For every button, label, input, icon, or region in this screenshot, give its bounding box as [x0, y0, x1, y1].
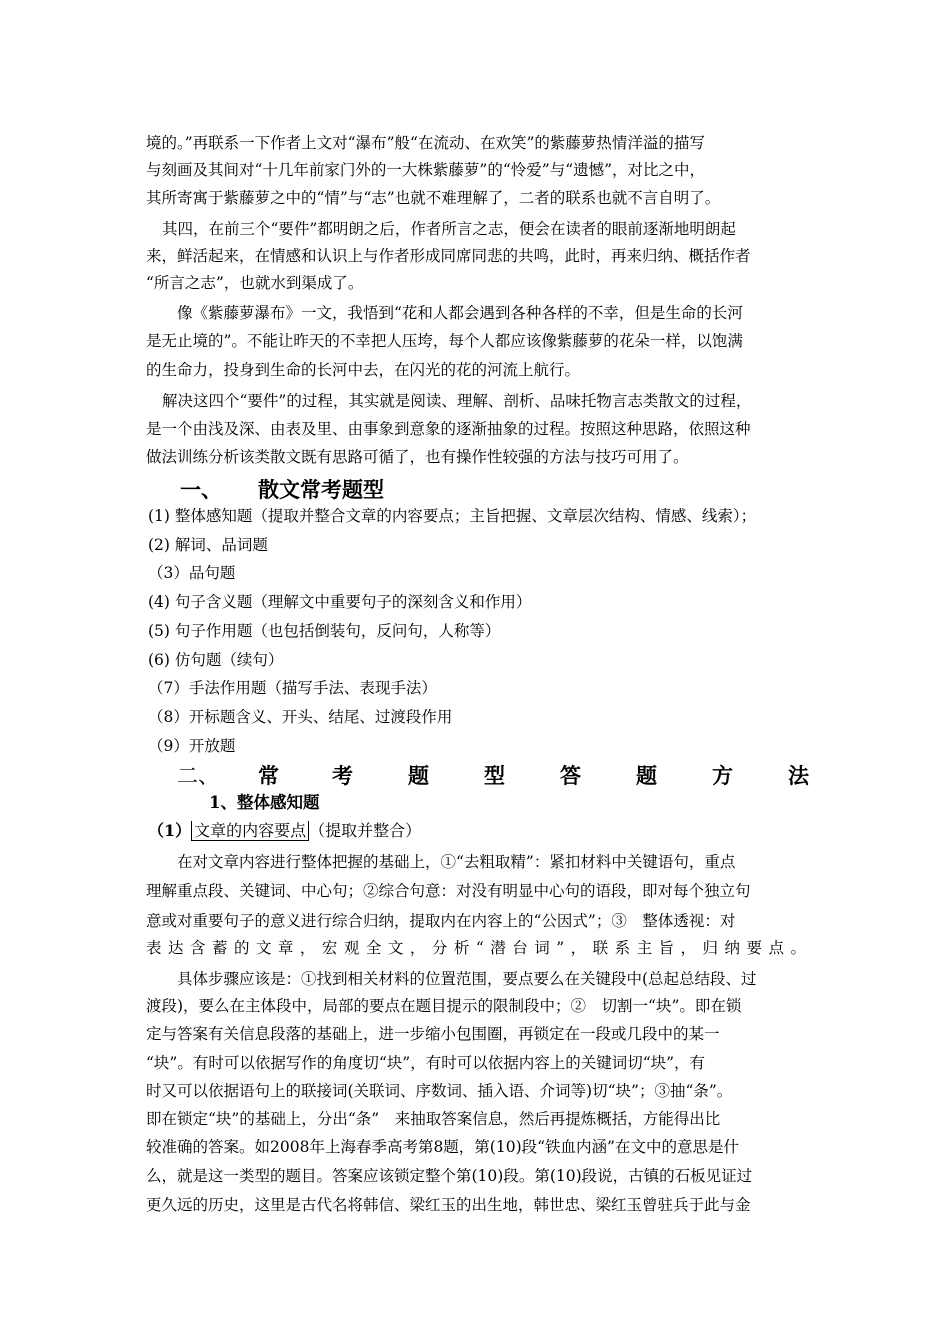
point-suffix: （提取并整合） — [309, 821, 422, 840]
point-number: （1） — [148, 821, 192, 840]
section-2-title-char: 题 — [408, 763, 429, 788]
sub-heading: 1、整体感知题 — [209, 793, 320, 812]
paragraph-line: 做法训练分析该类散文既有思路可循了，也有操作性较强的方法与技巧可用了。 — [146, 448, 689, 466]
paragraph-line: “块”。有时可以依据写作的角度切“块”，有时可以依据内容上的关键词切“块”，有 — [146, 1054, 706, 1072]
paragraph-line: 来，鲜活起来，在情感和认识上与作者形成同席同悲的共鸣，此时，再来归纳、概括作者 — [146, 247, 751, 265]
section-1-number: 一、 — [180, 477, 222, 502]
paragraph-line: 具体步骤应该是：①找到相关材料的位置范围，要点要么在关键段中(总起总结段、过 — [177, 970, 757, 988]
paragraph-line: 的生命力，投身到生命的长河中去，在闪光的花的河流上航行。 — [146, 361, 581, 379]
paragraph-line: 解决这四个“要件”的过程，其实就是阅读、理解、剖析、品味托物言志类散文的过程， — [162, 392, 752, 410]
paragraph-line: 定与答案有关信息段落的基础上，进一步缩小包围圈，再锁定在一段或几段中的某一 — [146, 1025, 720, 1043]
paragraph-line: 更久远的历史，这里是古代名将韩信、梁红玉的出生地，韩世忠、梁红玉曾驻兵于此与金 — [146, 1196, 751, 1214]
paragraph-line: 是一个由浅及深、由表及里、由事象到意象的逐渐抽象的过程。按照这种思路，依照这种 — [146, 420, 751, 438]
paragraph-line: 即在锁定“块”的基础上，分出“条” 来抽取答案信息，然后再提炼概括，方能得出比 — [146, 1110, 721, 1128]
paragraph-line: 么，就是这一类型的题目。答案应该锁定整个第(10)段。第(10)段说，古镇的石板见证过 — [146, 1167, 753, 1185]
section-2-title-char: 法 — [788, 763, 809, 788]
section-2-title-char: 型 — [484, 763, 505, 788]
paragraph-line: 与刻画及其间对“十几年前家门外的一大株紫藤萝”的“怜爱”与“遗憾”，对比之中， — [146, 161, 706, 179]
section-1-title: 散文常考题型 — [258, 477, 384, 502]
paragraph-line: 意或对重要句子的意义进行综合归纳，提取内在内容上的“公因式”；③ 整体透视：对 — [146, 912, 736, 930]
section-2-title-char: 题 — [636, 763, 657, 788]
paragraph-line: 较准确的答案。如2008年上海春季高考第8题，第(10)段“铁血内涵”在文中的意思是什 — [146, 1138, 739, 1156]
list-item: (4) 句子含义题（理解文中重要句子的深刻含义和作用） — [148, 593, 532, 611]
paragraph-line: “所言之志”，也就水到渠成了。 — [146, 274, 364, 292]
paragraph-line: 时又可以依据语句上的联接词(关联词、序数词、插入语、介词等)切“块”；③抽“条”。 — [146, 1082, 733, 1100]
section-2-number: 二、 — [177, 764, 219, 788]
section-2-title-char: 常 — [258, 763, 279, 788]
list-item: (2) 解词、品词题 — [148, 536, 268, 554]
list-item: (1) 整体感知题（提取并整合文章的内容要点；主旨把握、文章层次结构、情感、线索）； — [148, 507, 757, 525]
list-item: （3）品句题 — [148, 564, 236, 582]
list-item: （9）开放题 — [148, 737, 236, 755]
paragraph-line: 境的。”再联系一下作者上文对“瀑布”般“在流动、在欢笑”的紫藤萝热情洋溢的描写 — [146, 134, 705, 152]
paragraph-line: 表达含蓄的文章，宏观全文，分析“潜台词”，联系主旨，归纳要点。 — [146, 939, 806, 957]
list-item: (5) 句子作用题（也包括倒装句，反问句，人称等） — [148, 622, 501, 640]
paragraph-line: 在对文章内容进行整体把握的基础上，①“去粗取精”：紧扣材料中关键语句，重点 — [177, 853, 736, 871]
paragraph-line: 理解重点段、关键词、中心句；②综合句意：对没有明显中心句的语段，即对每个独立句 — [146, 882, 751, 900]
paragraph-line: 是无止境的”。不能让昨天的不幸把人压垮，每个人都应该像紫藤萝的花朵一样，以饱满 — [146, 332, 743, 350]
section-2-title-char: 答 — [560, 763, 581, 788]
list-item: (6) 仿句题（续句） — [148, 651, 284, 669]
section-2-title-char: 考 — [332, 763, 353, 788]
boxed-keyword: 文章的内容要点 — [191, 821, 309, 841]
paragraph-line: 其四，在前三个“要件”都明朗之后，作者所言之志，便会在读者的眼前逐渐地明朗起 — [162, 220, 736, 238]
list-item: （7）手法作用题（描写手法、表现手法） — [148, 679, 437, 697]
paragraph-line: 其所寄寓于紫藤萝之中的“情”与“志”也就不难理解了，二者的联系也就不言自明了。 — [146, 189, 721, 207]
paragraph-line: 渡段)，要么在主体段中，局部的要点在题目提示的限制段中；② 切割一“块”。即在锁 — [146, 997, 742, 1015]
list-item: （8）开标题含义、开头、结尾、过渡段作用 — [148, 708, 453, 726]
point-heading — [148, 821, 812, 841]
paragraph-line: 像《紫藤萝瀑布》一文，我悟到“花和人都会遇到各种各样的不幸，但是生命的长河 — [177, 304, 743, 322]
section-2-title-char: 方 — [712, 763, 733, 788]
